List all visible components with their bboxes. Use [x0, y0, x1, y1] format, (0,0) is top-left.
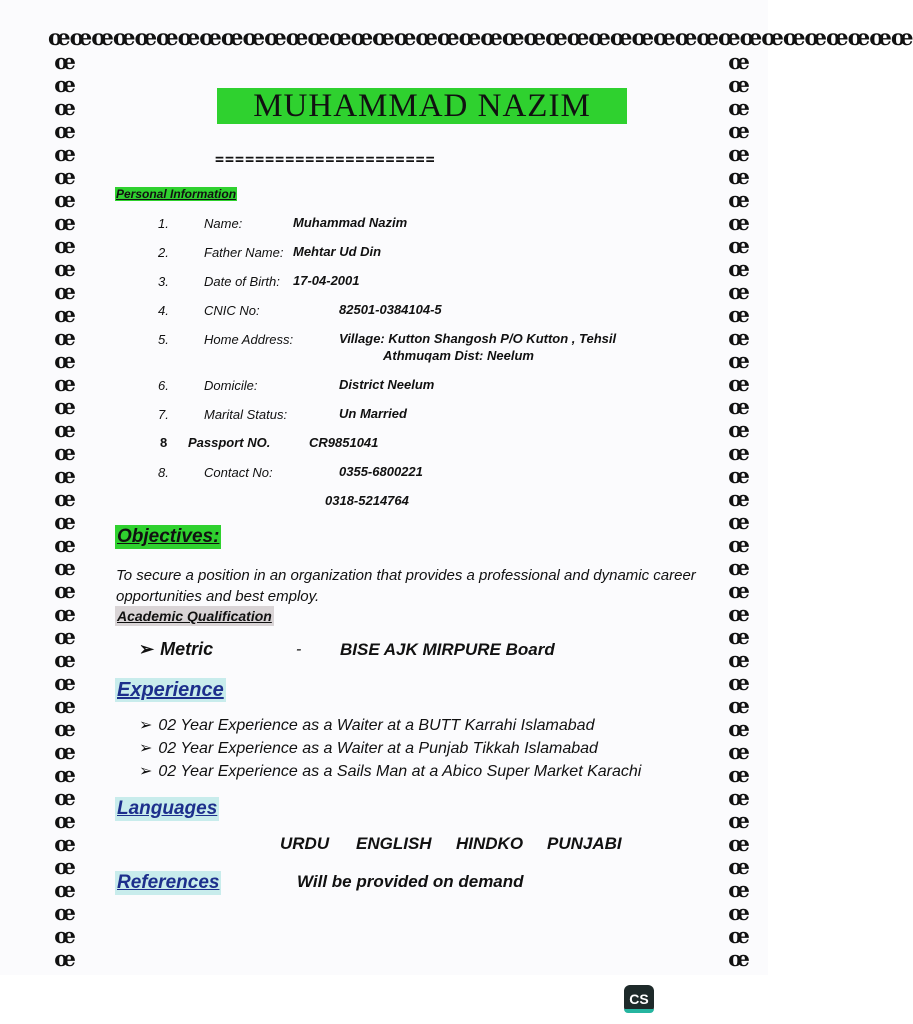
experience-item: [139, 738, 598, 758]
experience-item: [139, 761, 641, 781]
language-item: HINDKO: [456, 834, 524, 853]
academic-item: [139, 639, 213, 660]
field-value: CR9851041: [309, 435, 379, 450]
language-item: URDU: [280, 834, 330, 853]
row-number: 5.: [158, 332, 169, 347]
experience-item: [139, 715, 594, 735]
decorative-border-top: œœœœœœœœœœœœœœœœœœœœœœœœœœœœœœœœœœœœœœœœ: [48, 25, 913, 51]
title-underline: ======================: [215, 150, 436, 168]
resume-name-title: MUHAMMAD NAZIM: [217, 88, 627, 124]
objectives-heading: Objectives:: [117, 526, 220, 547]
references-heading: References: [117, 872, 220, 893]
field-label: CNIC No:: [204, 303, 260, 318]
row-number: 2.: [158, 245, 169, 260]
languages-heading: Languages: [117, 798, 218, 819]
row-number: 8: [160, 435, 168, 450]
field-value: Muhammad Nazim: [293, 215, 408, 230]
row-number: 7.: [158, 407, 169, 422]
field-value: Mehtar Ud Din: [293, 244, 382, 259]
references-text: Will be provided on demand: [297, 872, 524, 891]
experience-text: 02 Year Experience as a Waiter at a BUTT Karrahi Islamabad: [158, 717, 595, 734]
language-item: ENGLISH: [356, 834, 432, 853]
field-value: Un Married: [339, 406, 407, 421]
field-value: 82501-0384104-5: [339, 302, 442, 317]
field-label: Name:: [204, 216, 243, 231]
row-number: 4.: [158, 303, 169, 318]
field-label: Marital Status:: [204, 407, 288, 422]
academic-heading: Academic Qualification: [117, 608, 272, 624]
arrow-bullet-icon: ➢: [139, 717, 153, 734]
academic-dash: -: [296, 641, 302, 658]
field-value-line2: 0318-5214764: [325, 493, 409, 508]
decorative-border-left: œ œ œ œ œ œ œ œ œ œ œ œ œ œ œ œ œ œ œ œ œ œ œ œ œ œ œ œ œ œ œ œ œ œ œ œ œ œ œ œ: [54, 49, 76, 971]
experience-text: 02 Year Experience as a Waiter at a Punjab Tikkah Islamabad: [158, 740, 598, 757]
board-name: BISE AJK MIRPURE Board: [340, 640, 555, 659]
arrow-bullet-icon: ➢: [139, 639, 155, 659]
field-value: District Neelum: [339, 377, 435, 392]
experience-heading: Experience: [117, 679, 224, 701]
row-number: 6.: [158, 378, 169, 393]
camscanner-logo-icon: CS: [624, 985, 654, 1013]
field-value: Village: Kutton Shangosh P/O Kutton , Tehsil: [339, 331, 617, 346]
field-value: 0355-6800221: [339, 464, 423, 479]
field-label: Father Name:: [204, 245, 284, 260]
arrow-bullet-icon: ➢: [139, 740, 153, 757]
decorative-border-right: œ œ œ œ œ œ œ œ œ œ œ œ œ œ œ œ œ œ œ œ œ œ œ œ œ œ œ œ œ œ œ œ œ œ œ œ œ œ œ œ: [728, 49, 750, 971]
field-value: 17-04-2001: [293, 273, 360, 288]
experience-text: 02 Year Experience as a Sails Man at a Abico Super Market Karachi: [158, 763, 642, 780]
field-label: Contact No:: [204, 465, 273, 480]
row-number: 3.: [158, 274, 169, 289]
language-item: PUNJABI: [547, 834, 622, 853]
degree-name: Metric: [160, 639, 214, 659]
field-label: Date of Birth:: [204, 274, 280, 289]
objectives-text: To secure a position in an organization that provides a professional and dynamic career opportunities and best employ.: [116, 567, 696, 605]
row-number: 8.: [158, 465, 169, 480]
arrow-bullet-icon: ➢: [139, 763, 153, 780]
field-label: Domicile:: [204, 378, 258, 393]
field-label: Passport NO.: [188, 435, 271, 450]
field-value-line2: Athmuqam Dist: Neelum: [383, 348, 534, 363]
personal-info-heading: Personal Information: [116, 187, 237, 201]
row-number: 1.: [158, 216, 169, 231]
field-label: Home Address:: [204, 332, 294, 347]
